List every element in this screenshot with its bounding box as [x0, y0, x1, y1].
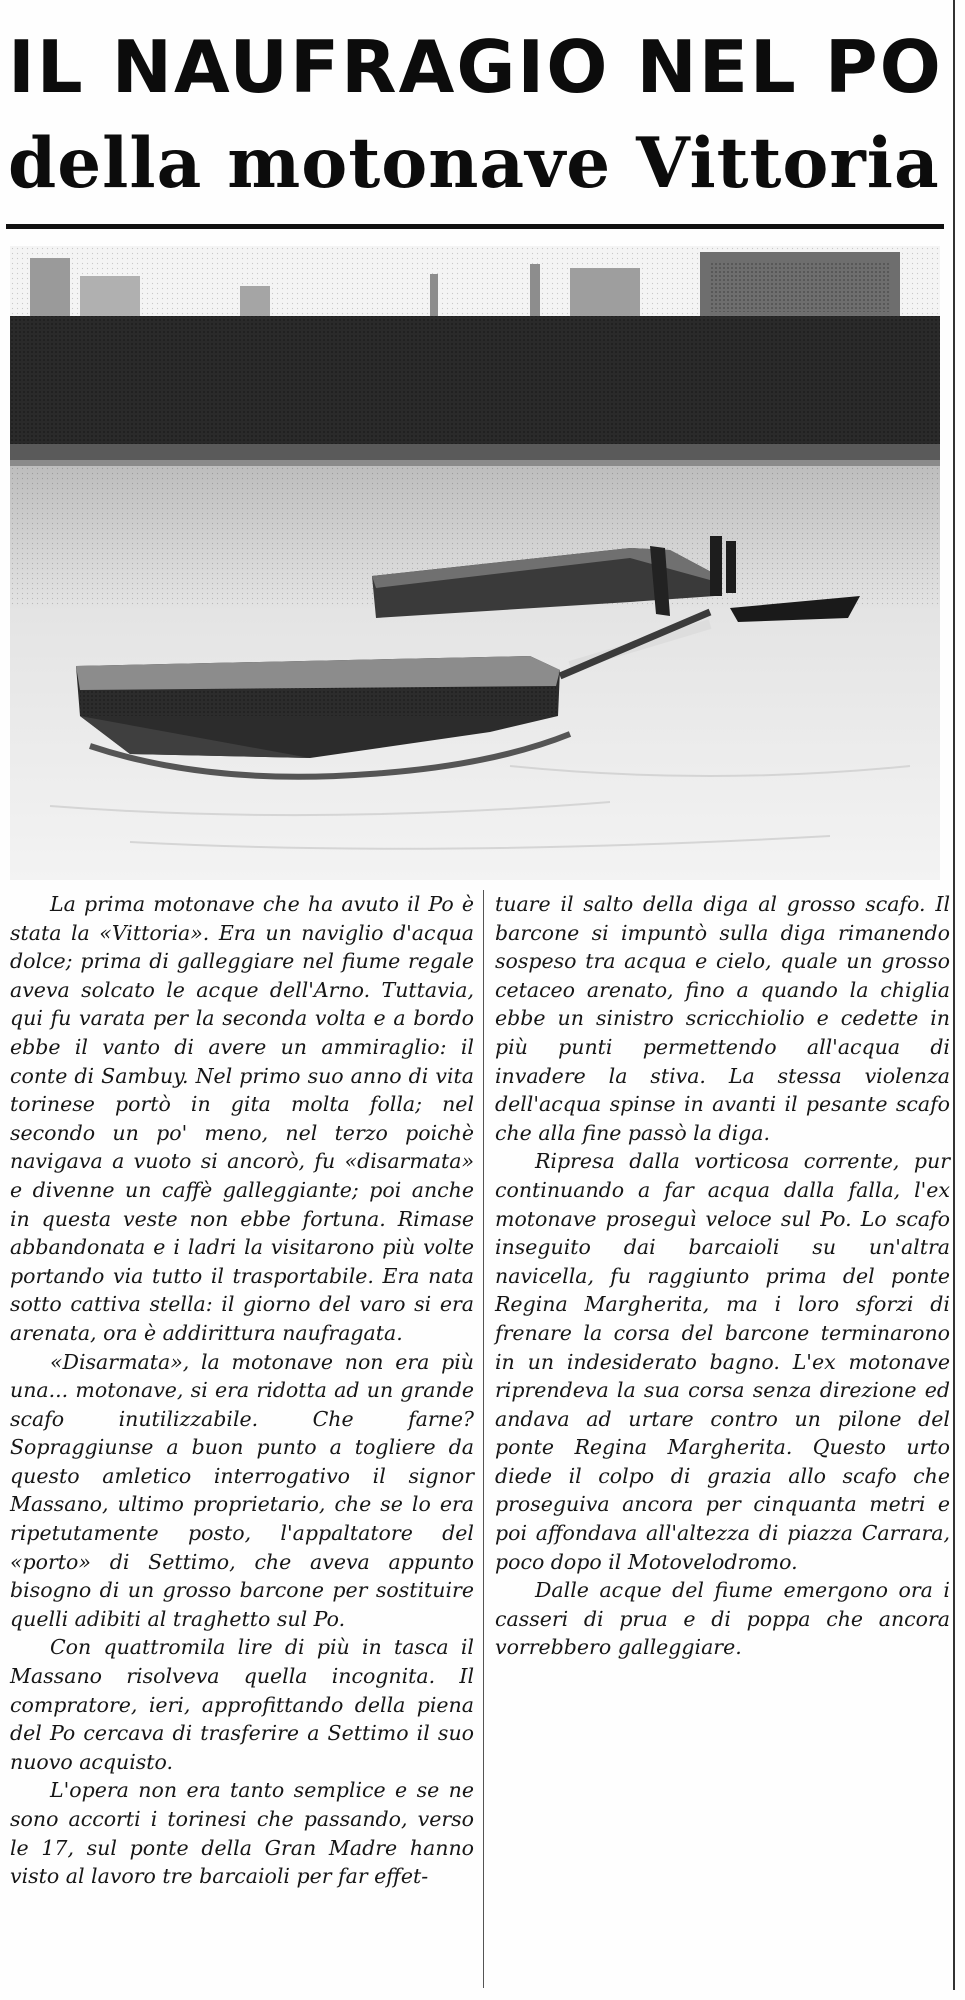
article-paragraph: Dalle acque del fiume emergono ora i casseri di prua e di poppa che ancora vorrebbero galleggiare.: [495, 1578, 950, 1660]
article-paragraph: L'opera non era tanto semplice e se ne sono accorti i torinesi che passando, verso le 17, sul ponte della Gran Madre hanno visto al lavoro tre barcaioli per far effet-: [10, 1778, 474, 1889]
article-paragraph: Ripresa dalla vorticosa corrente, pur continuando a far acqua dalla falla, l'ex motonave proseguì veloce sul Po. Lo scafo inseguito dai barcaioli su un'altra navicella, fu raggiunto prima del ponte Regina Margherita, ma i loro sforzi di frenare la corsa del barcone terminarono in un indesiderato bagno. L'ex motonave riprendeva la sua corsa senza direzione ed andava ad urtare contro un pilone del ponte Regina Margherita. Questo urto diede il colpo di grazia allo scafo che proseguiva ancora per cinquanta metri e poi affondava all'altezza di piazza Carrara, poco dopo il Motovelodromo.: [495, 1149, 950, 1574]
news-photo: [10, 246, 940, 880]
page-edge-rule: [953, 0, 955, 1990]
article-column-left: [10, 890, 474, 1891]
article-paragraph: Con quattromila lire di più in tasca il Massano risolveva quella incognita. Il compratore, ieri, approfittando della piena del Po cercava di trasferire a Settimo il suo nuovo acquisto.: [10, 1635, 474, 1774]
article-paragraph: tuare il salto della diga al grosso scafo. Il barcone si impuntò sulla diga rimanendo sospeso tra acqua e cielo, quale un grosso cetaceo arenato, fino a quando la chiglia ebbe un sinistro scricchiolio e cedette in più punti permettendo all'acqua di invadere la stiva. La stessa violenza dell'acqua spinse in avanti il pesante scafo che alla fine passò la diga.: [495, 892, 950, 1145]
column-divider: [483, 890, 484, 1988]
article-paragraph: La prima motonave che ha avuto il Po è stata la «Vittoria». Era un naviglio d'acqua dolce; prima di galleggiare nel fiume regale aveva solcato le acque dell'Arno. Tuttavia, qui fu varata per la seconda volta e a bordo ebbe il vanto di avere un ammiraglio: il conte di Sambuy. Nel primo suo anno di vita torinese portò in gita molta folla; nel secondo un po' meno, nel terzo poichè navigava a vuoto si ancorò, fu «disarmata» e divenne un caffè galleggiante; poi anche in questa veste non ebbe fortuna. Rimase abbandonata e i ladri la visitarono più volte portando via tutto il trasportabile. Era nata sotto cattiva stella: il giorno del varo si era arenata, ora è addirittura naufragata.: [10, 892, 474, 1345]
headline-line-2: della motonave Vittoria: [8, 123, 940, 204]
article-paragraph: «Disarmata», la motonave non era più una... motonave, si era ridotta ad un grande scafo inutilizzabile. Che farne? Sopraggiunse a buon punto a togliere da questo amletico interrogativo il signor Massano, ultimo proprietario, che se lo era ripetutamente posto, l'appaltatore del «porto» di Settimo, che aveva appunto bisogno di un grosso barcone per sostituire quelli adibiti al traghetto sul Po.: [10, 1349, 474, 1631]
headline-rule: [6, 224, 944, 229]
article-column-right: [495, 890, 950, 1662]
headline-line-1: IL NAUFRAGIO NEL PO: [8, 25, 943, 109]
